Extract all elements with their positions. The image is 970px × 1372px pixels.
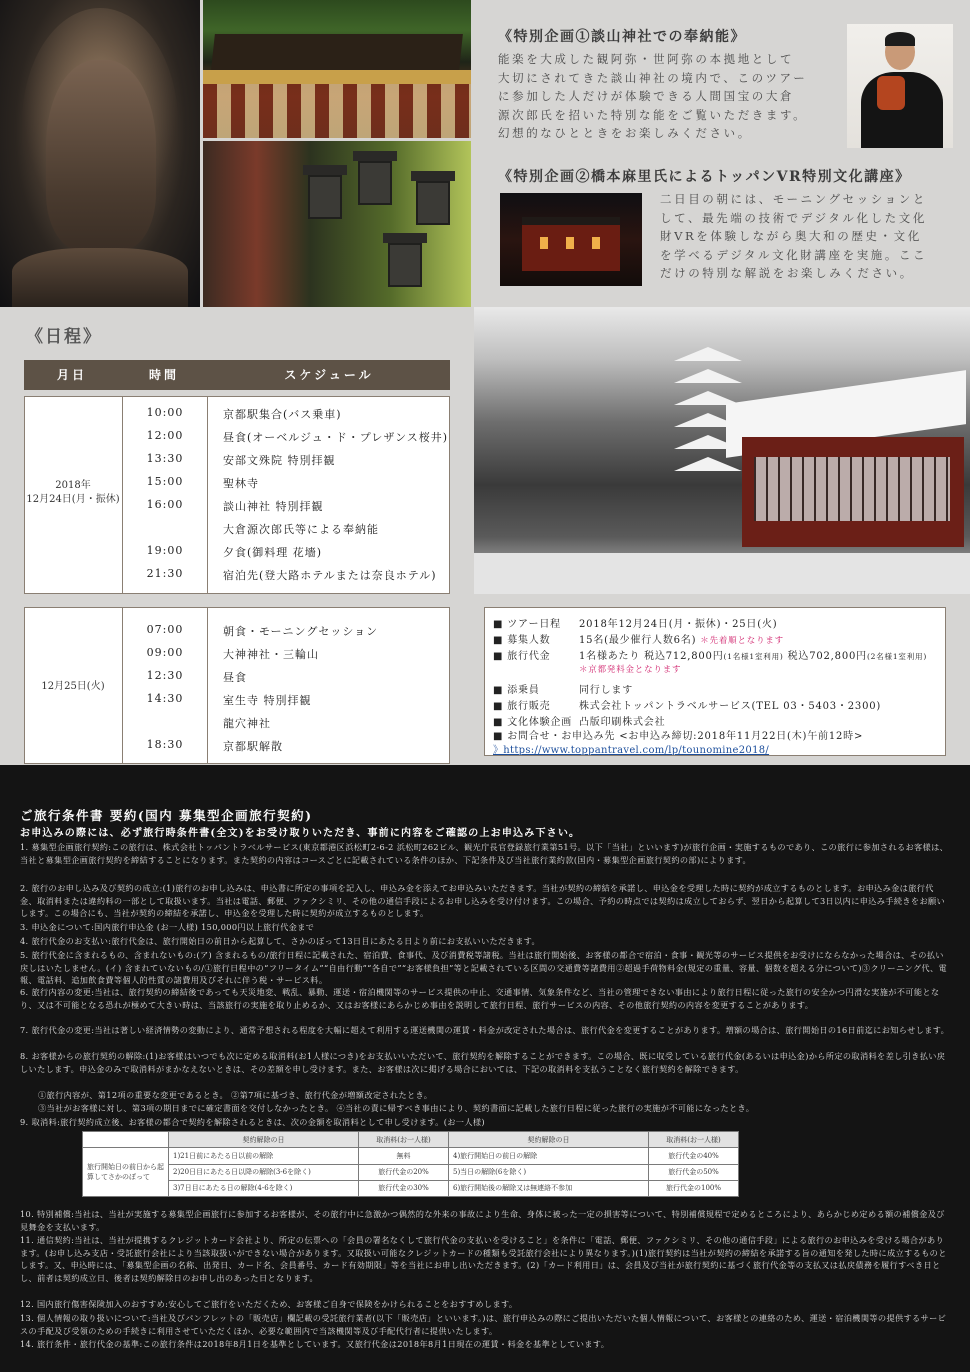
time-cell: 19:00 xyxy=(146,544,184,557)
day2-date: 12月25日(火) xyxy=(41,681,105,692)
time-cell: 09:00 xyxy=(146,646,184,659)
event-cell: 朝食・モーニングセッション xyxy=(223,625,379,638)
contact-info: ■ お問合せ・お申込み先 <お申込み締切:2018年11月22日(木)午前12時> xyxy=(493,731,864,742)
schedule-header xyxy=(24,360,450,390)
terms-item-6: 6. 旅行内容の変更:当社は、旅行契約の締結後であっても天災地変、戦乱、暴動、運送・宿泊機関等のサービス提供の中止、交通事情、気象条件など、当社の管理できない事由により旅行日程に従った旅行の安全かつ円滑な実施が不可能となり、又は不可能となる恐れが極めて大きい時は、当該旅行の実施を取り止めるか、又はお客様にあらかじめ事由を説明して旅行日程、旅行サービスの内容、その他旅行契約の内容を変更することがあります。 xyxy=(20,987,940,1010)
price-b: 税込702,800円 xyxy=(787,651,867,662)
terms-title: ご旅行条件書 要約(国内 募集型企画旅行契約) xyxy=(20,808,313,823)
price-a-note: (1名様1室利用) xyxy=(723,652,784,661)
shrine-building-photo xyxy=(203,0,471,138)
noh-performer-photo xyxy=(847,24,953,148)
special-plan-1-title: 《特別企画①談山神社での奉納能》 xyxy=(498,29,746,45)
event-cell: 安部文殊院 特別拝観 xyxy=(223,454,336,467)
hanging-lanterns-photo xyxy=(203,141,471,307)
event-cell: 昼食 xyxy=(223,671,247,684)
terms-item-9: 9. 取消料:旅行契約成立後、お客様の都合で契約を解除されるときは、次の金額を取消料として申し受けます。(お一人様) xyxy=(20,1117,485,1127)
event-cell: 龍穴神社 xyxy=(223,717,271,730)
time-cell: 21:30 xyxy=(146,567,184,580)
table-cell: 5)当日の解除(6を除く) xyxy=(449,1164,649,1180)
event-cell: 談山神社 特別拝観 xyxy=(223,500,324,513)
table-header: 契約解除の日 xyxy=(169,1132,359,1148)
table-lead-cell: 旅行開始日の前日から起算してさかのぼって xyxy=(83,1148,169,1197)
event-cell: 聖林寺 xyxy=(223,477,259,490)
special-plan-1-text: 能楽を大成した観阿弥・世阿弥の本拠地として 大切にされてきた談山神社の境内で、このツアー に参加した人だけが体験できる人間国宝の大倉 源次郎氏を招いた特別な能をご覧いただきます。 幻想的なひとときをお楽しみください。 xyxy=(498,52,808,141)
table-cell: 1)21日前にあたる日以前の解除 xyxy=(169,1148,359,1164)
table-cell: 旅行代金の30% xyxy=(359,1180,449,1196)
table-header: 取消料(お一人様) xyxy=(649,1132,739,1148)
table-cell: 6)旅行開始後の解除又は無連絡不参加 xyxy=(449,1180,649,1196)
terms-item-4: 4. 旅行代金のお支払い:旅行代金は、旅行開始日の前日から起算して、さかのぼって13日目にあたる日より前にお支払いいただきます。 xyxy=(20,936,541,946)
terms-item-11: 11. 通信契約:当社は、当社が提携するクレジットカード会社より、所定の伝票への「会員の署名なくして旅行代金の支払いを受けること」を条件に「電話、郵便、ファクシミリ、その他の通信手段」による旅行のお申込みを受ける場合があります。(お申し込み支店・受託旅行会社により当該取扱いができない場合があります。又取扱い可能なクレジットカードの種類も受託旅行会社により異なります。)(1)旅行契約は当社が契約の締結を承諾する旨の通知を発した時に成立するものとします。又、申込時には、「募集型企画の名称、出発日、カード名、会員番号、カード有効期限」等を当社にお申し出いただきます。(2)「カード利用日」は、会員及び当社が旅行契約に基づく旅行代金等の支払又は払戻債務を履行すべき日とし、前者は契約成立日、後者は契約解除日のお申し出のあった日となります。 xyxy=(20,1235,947,1283)
terms-item-8b: ③当社がお客様に対し、第3項の期日までに確定書面を交付しなかったとき。 ④当社の責に帰すべき事由により、契約書面に記載した旅行日程に従った旅行の実施が不可能になったとき。 xyxy=(38,1103,755,1113)
terms-subtitle: お申込みの際には、必ず旅行時条件書(全文)をお受け取りいただき、事前に内容をご確認の上お申込み下さい。 xyxy=(20,828,581,839)
event-cell: 京都駅解散 xyxy=(223,740,283,753)
price-a: 1名様あたり 税込712,800円 xyxy=(579,651,724,662)
time-cell: 10:00 xyxy=(146,406,184,419)
table-header: 契約解除の日 xyxy=(449,1132,649,1148)
tour-info-box xyxy=(484,607,946,756)
table-cell: 無料 xyxy=(359,1148,449,1164)
lit-shrine-photo xyxy=(500,193,642,286)
schedule-day1 xyxy=(24,396,450,594)
table-cell: 旅行代金の20% xyxy=(359,1164,449,1180)
terms-item-13: 13. 個人情報の取り扱いについて:当社及びパンフレットの「販売店」欄記載の受託旅行業者(以下「販売店」といいます。)は、旅行申込みの際にご提出いただいた個人情報について、お客様との連絡のため、運送・宿泊機関等の提供するサービスの手配及び受領のための手続きに利用させていただくほか、必要な範囲内で当該機関等及び手配代行者に提供いたします。 xyxy=(20,1313,947,1336)
terms-item-1: 1. 募集型企画旅行契約:この旅行は、株式会社トッパントラベルサービス(東京都港区浜松町2-6-2 浜松町262ビル、観光庁長官登録旅行業第51号。以下「当社」といいます)が旅行企画・実施するものであり、この旅行に参加されるお客様は、当社と募集型企画旅行契約を締結することになります。また契約の内容はコースごとに記載されている条件のほか、下記条件及び当社旅行業約款(国内・募集型企画旅行契約の部)によります。 xyxy=(20,842,949,865)
time-cell: 14:30 xyxy=(146,692,184,705)
escort-label: ■ 添乗員 xyxy=(493,685,540,696)
schedule-day2 xyxy=(24,607,450,764)
people-label: ■ 募集人数 xyxy=(493,635,551,646)
header-date: 月日 xyxy=(56,368,87,382)
seller-value: 株式会社トッパントラベルサービス(TEL 03・5403・2300) xyxy=(579,701,882,712)
time-cell: 13:30 xyxy=(146,452,184,465)
special-plan-2-title: 《特別企画②橋本麻里氏によるトッパンVR特別文化講座》 xyxy=(498,169,911,185)
escort-value: 同行します xyxy=(579,685,633,696)
people-note: ＊先着順となります xyxy=(700,636,784,646)
table-cell: 3)7日目にあたる日の解除(4-6を除く) xyxy=(169,1180,359,1196)
terms-item-10: 10. 特別補償:当社は、当社が実施する募集型企画旅行に参加するお客様が、その旅行中に急激かつ偶然的な外来の事故により生命、身体に被った一定の損害等について、特別補償規程で定めるところにより、あらかじめ定める額の補償金及び見舞金を支払います。 xyxy=(20,1209,945,1232)
price-note: ＊京都発料金となります xyxy=(579,665,682,675)
cancellation-fee-table xyxy=(82,1131,739,1197)
time-cell: 12:00 xyxy=(146,429,184,442)
event-cell: 夕食(御料理 花墻) xyxy=(223,546,323,559)
table-cell: 旅行代金の50% xyxy=(649,1164,739,1180)
terms-item-8a: ①旅行内容が、第12項の重要な変更であるとき。 ②第7項に基づき、旅行代金が増額改定されたとき。 xyxy=(38,1090,433,1100)
special-plan-2-text: 二日目の朝には、モーニングセッションと して、最先端の技術でデジタル化した文化 財VRを体験しながら奥大和の歴史・文化 を学べるデジタル文化財講座を実施。ここ だけの特別な解説をお楽しみください。 xyxy=(660,192,928,281)
table-cell: 旅行代金の100% xyxy=(649,1180,739,1196)
table-cell: 4)旅行開始日の前日の解除 xyxy=(449,1148,649,1164)
period-value: 2018年12月24日(月・振休)・25日(火) xyxy=(579,619,778,630)
time-cell: 15:00 xyxy=(146,475,184,488)
buddha-statue-photo xyxy=(0,0,200,307)
people-value: 15名(最少催行人数6名) xyxy=(579,635,697,646)
terms-item-2: 2. 旅行のお申し込み及び契約の成立:(1)旅行のお申し込みは、申込書に所定の事項を記入し、申込み金を添えてお申込みいただきます。当社が契約の締結を承諾し、申込金を受理した時に契約が成立するものとします。お申込み金は旅行代金、取消料または違約料の一部として取扱います。当社は電話、郵便、ファクシミリ、その他の通信手段によるお申し込みを受け付けます。この場合、予約の時点では契約は成立しておらず、翌日から起算して3日以内に申込み手続きをお願いします。この場合にも、当社が契約の締結を承諾し、申込金を受理した時に契約が成立するものとします。 xyxy=(20,883,946,919)
seller-label: ■ 旅行販売 xyxy=(493,701,551,712)
terms-item-8: 8. お客様からの旅行契約の解除:(1)お客様はいつでも次に定める取消料(お1人様につき)をお支払いいただいて、旅行契約を解除することができます。この場合、既に収受している旅行代金(あるいは申込金)から所定の取消料を差し引き払い戻しいたします。申込金のみで取消料がまかなえないときは、その差額を申し受けます。また、お客様は次に掲げる場合においては、下記の取消料を支払うことなく旅行契約を解除できます。 xyxy=(20,1051,946,1074)
culture-label: ■ 文化体験企画 xyxy=(493,717,573,728)
event-cell: 大倉源次郎氏等による奉納能 xyxy=(223,523,379,536)
schedule-title: 《日程》 xyxy=(26,327,102,347)
tour-url-link[interactable]: 》https://www.toppantravel.com/lp/tounomine2018/ xyxy=(493,745,770,756)
period-label: ■ ツアー日程 xyxy=(493,619,561,630)
price-label: ■ 旅行代金 xyxy=(493,651,551,662)
event-cell: 室生寺 特別拝観 xyxy=(223,694,312,707)
terms-item-7: 7. 旅行代金の変更:当社は著しい経済情勢の変動により、通常予想される程度を大幅に超えて利用する運送機関の運賃・料金が改定された場合は、旅行代金を変更することがあります。増額の場合は、旅行開始日の16日前迄にお知らせします。 xyxy=(20,1025,950,1035)
event-cell: 昼食(オーベルジュ・ド・プレザンス桜井) xyxy=(223,431,449,444)
time-cell: 16:00 xyxy=(146,498,184,511)
time-cell: 18:30 xyxy=(146,738,184,751)
terms-item-3: 3. 申込金について:国内旅行申込金 (お一人様) 150,000円以上旅行代金まで xyxy=(20,922,315,932)
snowy-temple-photo xyxy=(474,307,970,594)
event-cell: 京都駅集合(バス乗車) xyxy=(223,408,342,421)
header-schedule: スケジュール xyxy=(284,368,374,382)
culture-value: 凸版印刷株式会社 xyxy=(579,717,666,728)
event-cell: 宿泊先(登大路ホテルまたは奈良ホテル) xyxy=(223,569,437,582)
table-cell: 旅行代金の40% xyxy=(649,1148,739,1164)
table-cell: 2)20日目にあたる日以降の解除(3-6を除く) xyxy=(169,1164,359,1180)
terms-item-14: 14. 旅行条件・旅行代金の基準:この旅行条件は2018年8月1日を基準としています。又旅行代金は2018年8月1日現在の運賃・料金を基準としています。 xyxy=(20,1339,610,1349)
header-time: 時間 xyxy=(148,368,179,382)
time-cell: 12:30 xyxy=(146,669,184,682)
day1-date: 2018年 12月24日(月・振休) xyxy=(26,480,120,505)
price-b-note: (2名様1室利用) xyxy=(866,652,928,661)
time-cell: 07:00 xyxy=(146,623,184,636)
terms-item-5: 5. 旅行代金に含まれるもの、含まれないもの:(ア) 含まれるもの/旅行日程に記載された、宿泊費、食事代、及び消費税等諸税。当社は旅行開始後、お客様の都合で宿泊・食事・観光等のサービス提供をお受けにならなかった場合は、その払い戻しはいたしません。(イ) 含まれていないもの/①旅行日程中の“フリータイム”“自由行動”“各自で”“お客様負担”等と記載されている区間の交通費等諸費用②超過手荷物料金(規定の重量、容量、個数を超える分について)③クリーニング代、電報、電話料、追加飲食費等個人的性質の諸費用及びそれに伴う税・サービス料。 xyxy=(20,950,948,986)
table-header: 取消料(お一人様) xyxy=(359,1132,449,1148)
terms-item-12: 12. 国内旅行傷害保険加入のおすすめ:安心してご旅行をいただくため、お客様ご自身で保険をかけられることをおすすめします。 xyxy=(20,1299,518,1309)
event-cell: 大神神社・三輪山 xyxy=(223,648,319,661)
